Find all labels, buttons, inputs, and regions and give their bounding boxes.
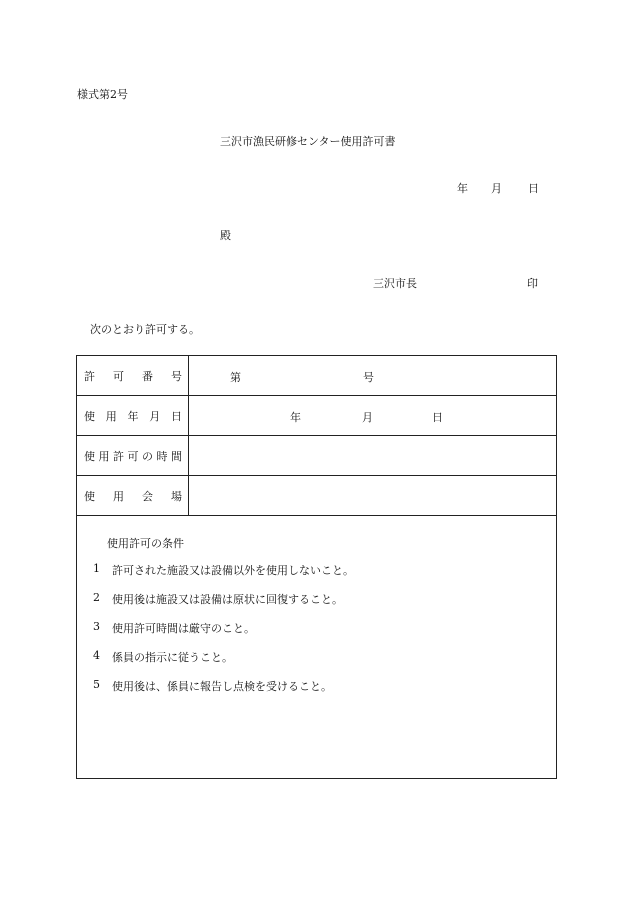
- condition-number: 3: [93, 620, 100, 633]
- value-use-date: [189, 396, 557, 436]
- date-year-label: 年: [457, 182, 468, 195]
- table-row-conditions: [77, 516, 557, 779]
- value-dai: 第: [230, 371, 241, 384]
- condition-text: 使用許可時間は厳守のこと。: [112, 622, 255, 635]
- condition-number: 5: [93, 678, 100, 691]
- condition-item: [93, 591, 354, 620]
- form-number: 様式第2号: [77, 88, 128, 101]
- condition-number: 1: [93, 562, 100, 575]
- label-permit-time: [77, 436, 189, 476]
- value-venue: [189, 476, 557, 516]
- label-char: 年: [127, 409, 139, 423]
- value-day: 日: [432, 411, 443, 424]
- conditions-list: [93, 562, 354, 707]
- label-char: 許: [113, 449, 124, 463]
- label-char: 使: [84, 449, 95, 463]
- label-char: 用: [105, 409, 117, 423]
- label-char: 時: [156, 449, 168, 463]
- date-month-label: 月: [491, 182, 502, 195]
- conditions-cell: [77, 516, 557, 779]
- condition-text: 使用後は施設又は設備は原状に回復すること。: [112, 593, 343, 606]
- intro-text: 次のとおり許可する。: [90, 323, 200, 336]
- label-permit-number: [77, 356, 189, 396]
- condition-item: [93, 620, 354, 649]
- value-permit-number: [189, 356, 557, 396]
- label-char: 番: [142, 369, 153, 383]
- document-title: 三沢市漁民研修センター使用許可書: [220, 135, 396, 148]
- condition-item: [93, 562, 354, 591]
- label-char: 場: [171, 489, 182, 503]
- table-row-permit-time: [77, 436, 557, 476]
- label-char: 使: [84, 409, 95, 423]
- conditions-title: 使用許可の条件: [107, 537, 184, 550]
- label-char: 使: [84, 489, 95, 503]
- label-char: 号: [171, 369, 182, 383]
- label-char: 可: [127, 449, 139, 463]
- issuer-name: 三沢市長: [373, 277, 417, 290]
- addressee-suffix: 殿: [220, 229, 231, 242]
- table-row-use-date: [77, 396, 557, 436]
- label-char: 間: [171, 449, 182, 463]
- permit-table: [76, 355, 557, 779]
- label-char: 用: [98, 449, 110, 463]
- label-venue: [77, 476, 189, 516]
- value-year: 年: [290, 411, 301, 424]
- table-row-permit-number: [77, 356, 557, 396]
- condition-text: 使用後は、係員に報告し点検を受けること。: [112, 680, 332, 693]
- date-day-label: 日: [528, 182, 539, 195]
- value-month: 月: [362, 411, 373, 424]
- condition-text: 許可された施設又は設備以外を使用しないこと。: [112, 564, 354, 577]
- table-row-venue: [77, 476, 557, 516]
- condition-item: [93, 649, 354, 678]
- label-char: の: [142, 449, 153, 463]
- label-char: 月: [149, 409, 161, 423]
- condition-item: [93, 678, 354, 707]
- label-char: 許: [84, 369, 95, 383]
- label-use-date: [77, 396, 189, 436]
- label-char: 会: [142, 489, 153, 503]
- label-char: 日: [171, 409, 182, 423]
- condition-number: 2: [93, 591, 100, 604]
- value-permit-time: [189, 436, 557, 476]
- label-char: 可: [113, 369, 124, 383]
- label-char: 用: [113, 489, 124, 503]
- condition-number: 4: [93, 649, 100, 662]
- condition-text: 係員の指示に従うこと。: [112, 651, 233, 664]
- value-go: 号: [363, 371, 374, 384]
- seal-mark: 印: [527, 277, 538, 290]
